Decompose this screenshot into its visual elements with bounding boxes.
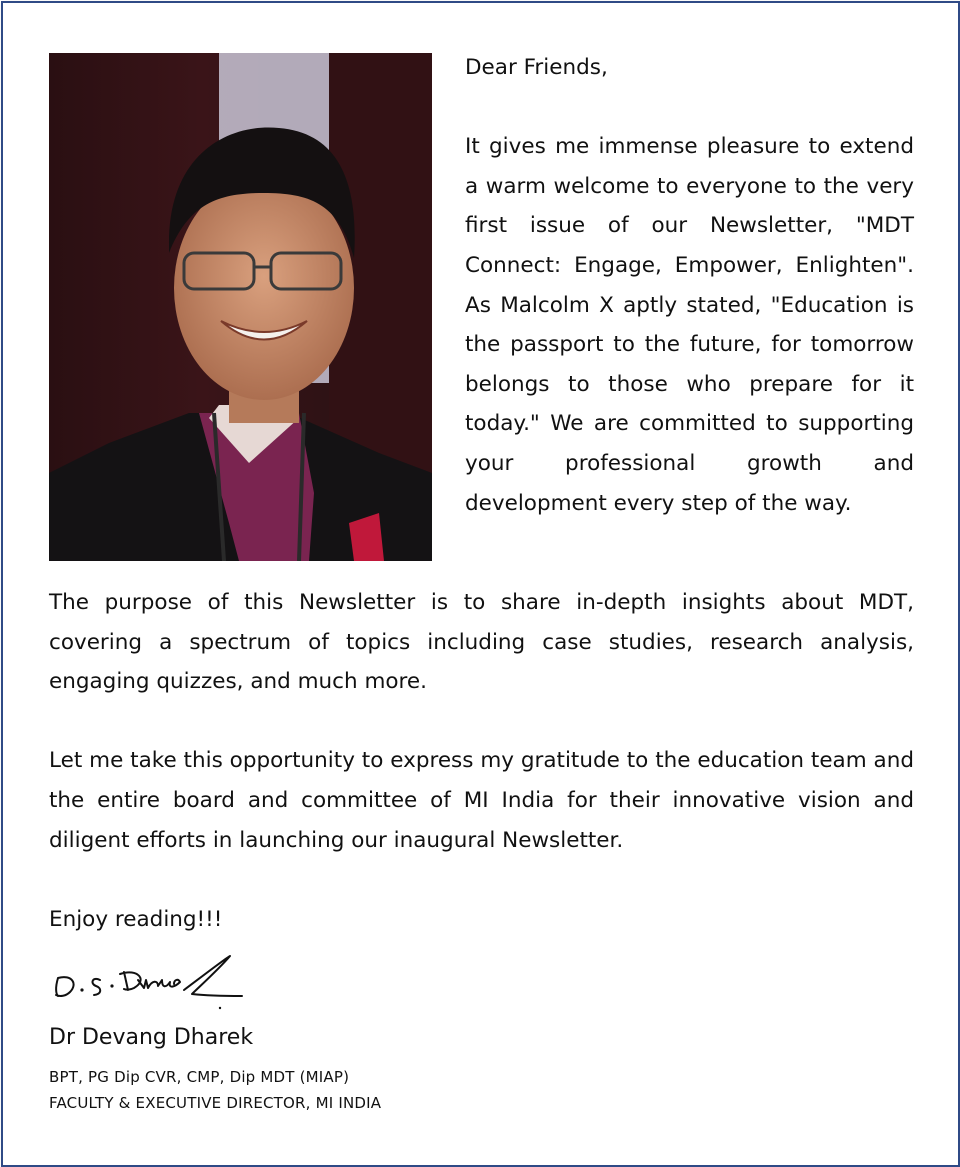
greeting: Dear Friends, bbox=[465, 55, 608, 80]
author-title: FACULTY & EXECUTIVE DIRECTOR, MI INDIA bbox=[49, 1094, 382, 1112]
letter-body bbox=[49, 583, 914, 939]
author-name: Dr Devang Dharek bbox=[49, 1025, 254, 1050]
paragraph-gratitude: Let me take this opportunity to express my gratitude to the education team and the entire board and committee of MI India for their innovative vision and diligent efforts in launching our inaugural Newsletter. bbox=[49, 748, 914, 853]
paragraph-welcome: It gives me immense pleasure to extend a warm welcome to everyone to the very first issue of our Newsletter, "MDT Connect: Engage, Empower, Enlighten". As Malcolm X aptly stated, "Education is the passport to the future, for tomorrow belongs to those who prepare for it today." We are committed to supporting your professional growth and development every step of the way. bbox=[465, 134, 914, 516]
author-credentials bbox=[49, 1064, 381, 1116]
author-photo bbox=[49, 53, 432, 561]
signature bbox=[50, 950, 250, 1012]
author-qualifications: BPT, PG Dip CVR, CMP, Dip MDT (MIAP) bbox=[49, 1068, 350, 1086]
letter-intro bbox=[465, 48, 914, 523]
paragraph-purpose: The purpose of this Newsletter is to share in-depth insights about MDT, covering a spectrum of topics including case studies, research analysis, engaging quizzes, and much more. bbox=[49, 590, 914, 695]
closing-line: Enjoy reading!!! bbox=[49, 906, 223, 932]
